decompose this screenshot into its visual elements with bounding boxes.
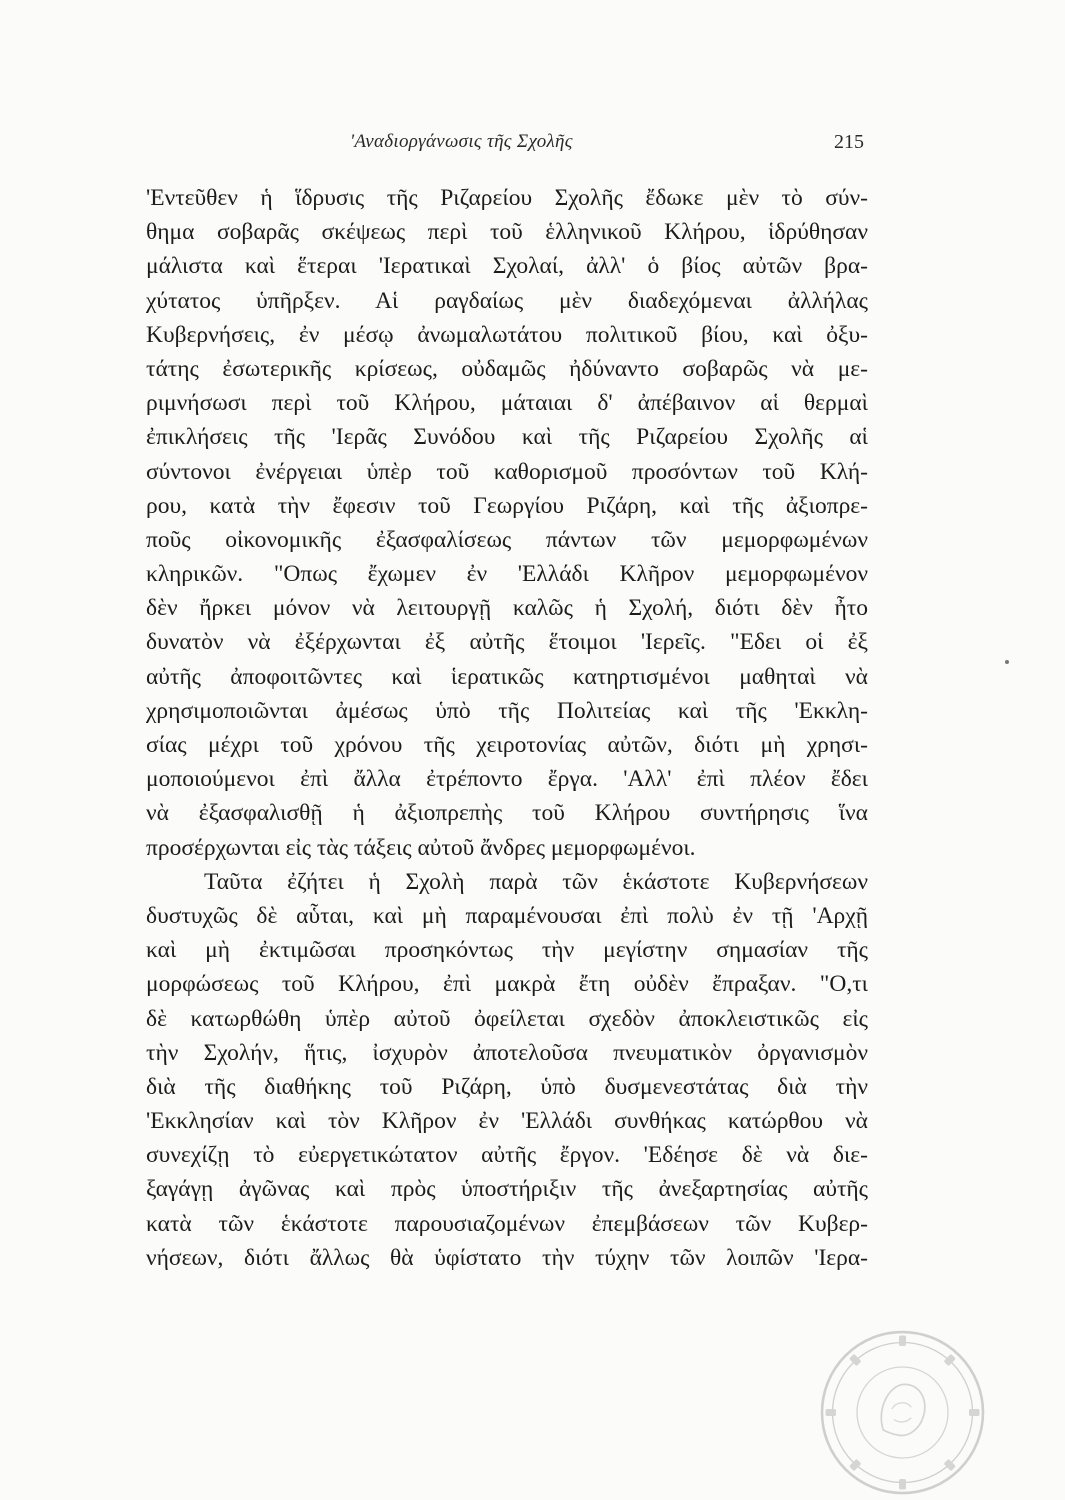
text-line: 'Εκκλησίαν καὶ τὸν Κλῆρον ἐν 'Ελλάδι συνθήκας κατώρθου νὰ xyxy=(146,1108,868,1135)
text-line: μάλιστα καὶ ἕτεραι 'Ιερατικαὶ Σχολαί, ἀλλ' ὁ βίος αὐτῶν βρα- xyxy=(146,253,868,280)
text-line: νὰ ἐξασφαλισθῇ ἡ ἀξιοπρεπὴς τοῦ Κλήρου συντήρησις ἵνα xyxy=(146,800,868,827)
text-line: θημα σοβαρᾶς σκέψεως περὶ τοῦ ἑλληνικοῦ Κλήρου, ἱδρύθησαν xyxy=(146,219,868,246)
library-seal-icon xyxy=(815,1325,990,1500)
text-line: ξαγάγῃ ἀγῶνας καὶ πρὸς ὑποστήριξιν τῆς ἀνεξαρτησίας αὐτῆς xyxy=(146,1176,868,1203)
text-line: δυνατὸν νὰ ἐξέρχωνται ἐξ αὐτῆς ἕτοιμοι 'Ιερεῖς. "Εδει οἱ ἐξ xyxy=(146,629,868,656)
text-line: μορφώσεως τοῦ Κλήρου, ἐπὶ μακρὰ ἔτη οὐδὲν ἔπραξαν. "Ο,τι xyxy=(146,971,868,998)
page-number: 215 xyxy=(834,131,864,153)
text-line: συνεχίζῃ τὸ εὐεργετικώτατον αὐτῆς ἔργον. 'Εδέησε δὲ νὰ διε- xyxy=(146,1142,868,1169)
text-line: δυστυχῶς δὲ αὗται, καὶ μὴ παραμένουσαι ἐπὶ πολὺ ἐν τῇ 'Αρχῇ xyxy=(146,902,868,929)
text-line: Ταῦτα ἐζήτει ἡ Σχολὴ παρὰ τῶν ἑκάστοτε Κυβερνήσεων xyxy=(204,868,868,895)
text-line: καὶ μὴ ἐκτιμῶσαι προσηκόντως τὴν μεγίστην σημασίαν τῆς xyxy=(146,937,868,964)
text-line: ριμνήσωσι περὶ τοῦ Κλήρου, μάταιαι δ' ἀπέβαινον αἱ θερμαὶ xyxy=(146,390,868,417)
text-line: προσέρχωνται εἰς τὰς τάξεις αὐτοῦ ἄνδρες μεμορφωμένοι. xyxy=(146,834,696,861)
text-line: τὴν Σχολήν, ἥτις, ἰσχυρὸν ἀποτελοῦσα πνευματικὸν ὀργανισμὸν xyxy=(146,1039,868,1066)
text-line: ἐπικλήσεις τῆς 'Ιερᾶς Συνόδου καὶ τῆς Ριζαρείου Σχολῆς αἱ xyxy=(146,424,868,451)
paragraph-2 xyxy=(146,865,868,1275)
text-line: δὲ κατωρθώθη ὑπὲρ αὐτοῦ ὀφείλεται σχεδὸν ἀποκλειστικῶς εἰς xyxy=(146,1005,868,1032)
text-line: ρου, κατὰ τὴν ἔφεσιν τοῦ Γεωργίου Ριζάρη, καὶ τῆς ἀξιοπρε- xyxy=(146,492,868,519)
text-line: νήσεων, διότι ἄλλως θὰ ὑφίστατο τὴν τύχην τῶν λοιπῶν 'Ιερα- xyxy=(146,1244,868,1271)
text-line: σύντονοι ἐνέργειαι ὑπὲρ τοῦ καθορισμοῦ προσόντων τοῦ Κλή- xyxy=(146,458,868,485)
body-text xyxy=(146,181,868,1275)
text-line: τάτης ἐσωτερικῆς κρίσεως, οὐδαμῶς ἠδύναντο σοβαρῶς νὰ με- xyxy=(146,355,868,382)
text-line: σίας μέχρι τοῦ χρόνου τῆς χειροτονίας αὐτῶν, διότι μὴ χρησι- xyxy=(146,732,868,758)
paragraph-1 xyxy=(146,181,868,865)
running-head xyxy=(140,131,880,161)
text-line: Κυβερνήσεις, ἐν μέσῳ ἀνωμαλωτάτου πολιτικοῦ βίου, καὶ ὀξυ- xyxy=(146,321,868,348)
text-line: μοποιούμενοι ἐπὶ ἄλλα ἐτρέποντο ἔργα. 'Αλλ' ἐπὶ πλέον ἔδει xyxy=(146,766,868,793)
text-line: 'Εντεῦθεν ἡ ἵδρυσις τῆς Ριζαρείου Σχολῆς ἔδωκε μὲν τὸ σύν- xyxy=(146,185,868,211)
text-line: ποῦς οἰκονομικῆς ἐξασφαλίσεως πάντων τῶν μεμορφωμένων xyxy=(146,526,868,553)
text-line: χρησιμοποιῶνται ἀμέσως ὑπὸ τῆς Πολιτείας καὶ τῆς 'Εκκλη- xyxy=(146,697,868,724)
margin-mark xyxy=(1005,660,1009,664)
text-line: διὰ τῆς διαθήκης τοῦ Ριζάρη, ὑπὸ δυσμενεστάτας διὰ τὴν xyxy=(146,1073,868,1100)
text-line: αὐτῆς ἀποφοιτῶντες καὶ ἱερατικῶς κατηρτισμένοι μαθηταὶ νὰ xyxy=(146,663,868,690)
text-line: χύτατος ὑπῆρξεν. Αἱ ραγδαίως μὲν διαδεχόμεναι ἀλλήλας xyxy=(146,287,868,314)
text-line: κατὰ τῶν ἑκάστοτε παρουσιαζομένων ἐπεμβάσεων τῶν Κυβερ- xyxy=(146,1210,868,1237)
text-line: κληρικῶν. "Οπως ἔχωμεν ἐν 'Ελλάδι Κλῆρον μεμορφωμένον xyxy=(146,561,868,588)
text-line: δὲν ἤρκει μόνον νὰ λειτουργῇ καλῶς ἡ Σχολή, διότι δὲν ἦτο xyxy=(146,595,868,622)
running-title: 'Αναδιοργάνωσις τῆς Σχολῆς xyxy=(350,131,573,152)
